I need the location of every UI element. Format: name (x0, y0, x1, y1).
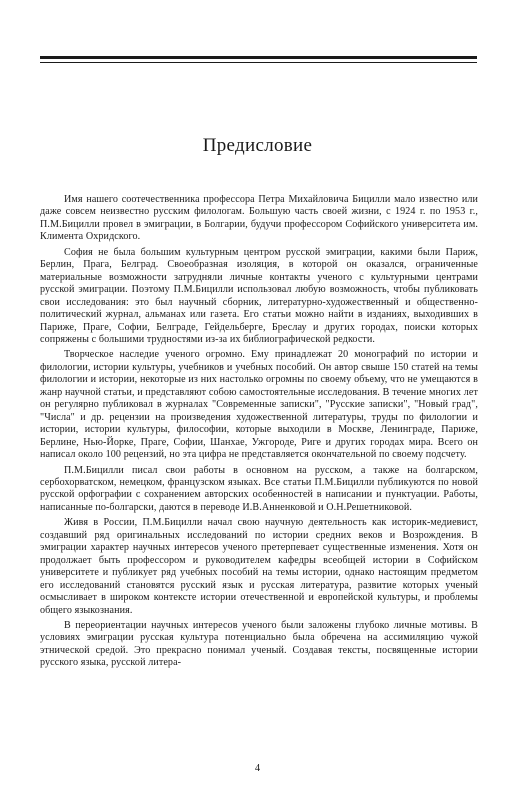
paragraph-4: П.М.Бицилли писал свои работы в основном на русском, а также на болгарском, сербохорватском, немецком, французском языках. Все статьи П.М.Бицилли публикуются по новой русской орфографии с сохранением авторских особенностей в написании и пунктуации. Работы, написанные по-болгарски, даются в переводе И.В.Анненковой и О.Н.Решетниковой. (40, 464, 478, 513)
paragraph-5: Живя в России, П.М.Бицилли начал свою научную деятельность как историк-медиевист, создавший ряд оригинальных исследований по истории средних веков и Возрождения. В эмиграции характер научных интересов ученого претерпевает существенные изменения. Хотя он продолжает быть профессором и руководителем кафедры всеобщей истории в Софийском университете и публикует ряд учебных пособий на темы истории, однако настоящим предметом его исследований становятся русский язык и русская литература, развитие которых ученый осмысливает в широком контексте истории отечественной и европейской культуры, и проблемы общего языкознания. (40, 517, 478, 616)
body-text (40, 194, 478, 670)
paragraph-2: София не была большим культурным центром русской эмиграции, какими были Париж, Берлин, Прага, Белград. Своеобразная изоляция, в которой он оказался, ограниченные материальные возможности затрудняли личные контакты ученого с культурными центрами русской эмиграции. Поэтому П.М.Бицилли использовал любую возможность, чтобы публиковать свои исследования: это был научный сборник, литературно-художественный и общественно-политический журнал, альманах или газета. Его статьи можно найти в изданиях, выходивших в Париже, Праге, Софии, Белграде, Гейдельберге, Бреслау и других городах, поиски которых сопряжены с большими трудностями из-за их библиографической редкости. (40, 246, 478, 345)
paragraph-6: В переориентации научных интересов ученого были заложены глубоко личные мотивы. В условиях эмиграции русская культура потенциально была обречена на ассимиляцию чужой этнической средой. Это прекрасно понимал ученый. Создавая тексты, посвященные истории русского языка, русской литера- (40, 619, 478, 669)
header-rule-thick (40, 56, 477, 59)
paragraph-3: Творческое наследие ученого огромно. Ему принадлежат 20 монографий по истории и филологии, истории культуры, учебников и учебных пособий. Он автор свыше 150 статей на темы филологии и истории, некоторые из них настолько огромны по своему объему, что не умещаются в жанр научной статьи, и представляют собою самостоятельные исследования. В течение многих лет он регулярно публиковал в журналах "Современные записки", "Русские записки", "Новый град", "Числа" и др. рецензии на произведения художественной литературы, труды по филологии и истории, истории культуры, философии, которые выходили в Москве, Ленинграде, Париже, Берлине, Нью-Йорке, Праге, Софии, Шанхае, Ужгороде, Риге и других городах мира. Всего он написал около 100 рецензий, но эта цифра не представляется окончательной по своему подсчету. (40, 349, 478, 461)
page-number: 4 (254, 763, 261, 774)
header-rule-thin (40, 62, 477, 63)
chapter-title: Предисловие (202, 135, 313, 156)
paragraph-1: Имя нашего соотечественника профессора Петра Михайловича Бицилли мало известно или даже совсем неизвестно русским филологам. Большую часть своей жизни, с 1924 г. по 1953 г., П.М.Бицилли провел в эмиграции, в Болгарии, будучи профессором Софийского университета им. Климента Охридского. (40, 194, 478, 243)
